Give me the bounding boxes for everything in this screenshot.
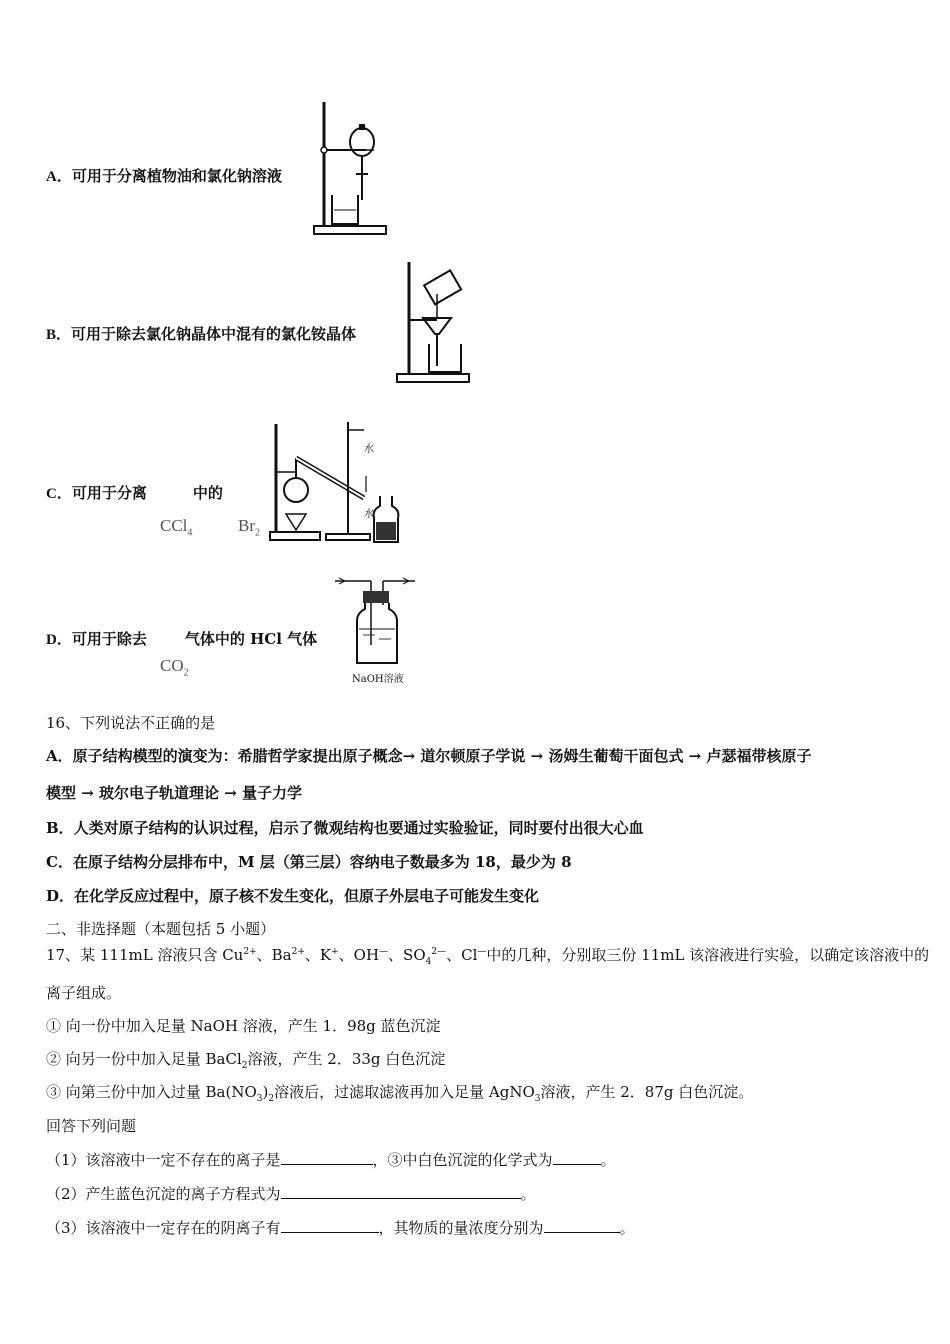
q17-step3-a: ③ 向第三份中加入过量 Ba(NO [46,1083,257,1101]
option-c [46,482,223,503]
option-b-letter: B． [46,327,72,343]
option-d-text2: 气体中的 HCl 气体 [184,630,318,648]
gas-washing-bottle-figure [335,575,420,671]
q17-sup-k: + [331,947,339,957]
q17-sub3-blank2[interactable] [544,1218,620,1233]
q17-sub3-a: （3）该溶液中一定存在的阴离子有 [46,1219,281,1237]
naoh-solution-label: NaOH溶液 [352,674,404,685]
q17-stem-f: 、Cl [446,946,478,964]
q17-step3-sub1: 3 [256,1094,263,1104]
q17-sub2-blank[interactable] [281,1184,521,1199]
formula-br2-text: Br [238,516,255,535]
q17-stem-a: 17、某 111mL 溶液只含 Cu [46,946,244,964]
q16-option-c: C．在原子结构分层排布中，M 层（第三层）容纳电子数最多为 18，最少为 8 [46,853,572,871]
q17-sub1-a: （1）该溶液中一定不存在的离子是 [46,1151,281,1169]
water-in-label: 水 [364,444,374,455]
formula-co2-text: CO [160,656,184,675]
option-d-letter: D． [46,632,72,648]
q17-sub3-c: 。 [619,1219,635,1237]
q16-option-b: B．人类对原子结构的认识过程，启示了微观结构也要通过实验验证，同时要付出很大心血 [46,819,644,837]
q16-option-d: D．在化学反应过程中，原子核不发生变化，但原子外层电子可能发生变化 [46,887,540,905]
section-heading: 二、非选择题（本题包括 5 小题） [46,920,276,938]
q17-sub1-b: ，③中白色沉淀的化学式为 [372,1151,553,1169]
q17-sup-cu: 2+ [243,947,257,957]
option-a-letter: A． [46,169,72,185]
formula-co2 [160,656,189,678]
q17-stem-line2: 离子组成。 [46,984,122,1002]
q17-stem-line1 [46,944,929,967]
q17-step3-sub3: 3 [534,1094,541,1104]
option-d [46,628,317,649]
option-c-text2: 中的 [192,484,223,502]
q17-sub3-blank1[interactable] [281,1218,379,1233]
formula-ccl4-text: CCl [160,516,188,535]
q17-sub3-b: ，其物质的量浓度分别为 [378,1219,544,1237]
q17-step2 [46,1048,445,1071]
option-c-text1: 可用于分离 [71,484,147,502]
q17-sup-so: 2— [431,947,447,957]
formula-ccl4 [160,516,192,538]
q17-sub1-blank2[interactable] [553,1150,601,1165]
formula-ccl4-sub: 4 [187,527,193,539]
filtration-figure [393,258,473,388]
q17-step3-c: 溶液后，过滤取滤液再加入足量 AgNO [274,1083,535,1101]
q17-step3-sub2: 2 [268,1094,275,1104]
q17-step1: ① 向一份中加入足量 NaOH 溶液，产生 1．98g 蓝色沉淀 [46,1017,441,1035]
q16-stem: 16、下列说法不正确的是 [46,714,216,732]
q17-sup-ba: 2+ [291,947,305,957]
q17-sub2-b: 。 [520,1185,536,1203]
formula-co2-sub: 2 [183,667,189,679]
q17-step2-sub: 2 [241,1061,248,1071]
option-a [46,165,282,186]
option-b [46,323,356,344]
q17-stem-b: 、Ba [256,946,292,964]
q17-step3-d: 溶液，产生 2．87g 白色沉淀。 [540,1083,754,1101]
option-d-text1: 可用于除去 [71,630,147,648]
formula-br2 [238,516,260,538]
distillation-figure [268,418,408,546]
q17-answer-prompt: 回答下列问题 [46,1117,137,1135]
option-c-letter: C． [46,486,72,502]
q17-stem-c: 、K [304,946,332,964]
q16-option-a-line1: A．原子结构模型的演变为：希腊哲学家提出原子概念→ 道尔顿原子学说 → 汤姆生葡萄干面包式 → 卢瑟福带核原子 [46,747,812,765]
q17-stem-d: 、OH [338,946,380,964]
q17-step2-a: ② 向另一份中加入足量 BaCl [46,1050,242,1068]
q17-sup-oh: — [379,947,389,957]
q17-sub-so: 4 [425,957,432,967]
q17-stem-e: 、SO [388,946,426,964]
q16-option-a-line2: 模型 → 玻尔电子轨道理论 → 量子力学 [46,784,303,802]
q17-sub2 [46,1183,536,1204]
q17-sub1-blank1[interactable] [281,1150,373,1165]
q17-step2-b: 溶液，产生 2．33g 白色沉淀 [247,1050,446,1068]
option-a-text: 可用于分离植物油和氯化钠溶液 [71,167,282,185]
q17-sub1 [46,1149,616,1170]
separatory-funnel-figure [310,100,390,240]
q17-step3 [46,1081,753,1104]
q17-sub2-a: （2）产生蓝色沉淀的离子方程式为 [46,1185,281,1203]
option-b-text: 可用于除去氯化钠晶体中混有的氯化铵晶体 [71,325,357,343]
water-out-label: 水 [364,509,374,520]
q17-sub1-c: 。 [600,1151,616,1169]
q17-sup-cl: — [477,947,487,957]
formula-br2-sub: 2 [255,527,260,539]
q17-sub3 [46,1217,635,1238]
q17-stem-g: 中的几种，分别取三份 11mL 该溶液进行实验，以确定该溶液中的 [486,946,930,964]
q17-step3-b: ) [262,1083,269,1101]
